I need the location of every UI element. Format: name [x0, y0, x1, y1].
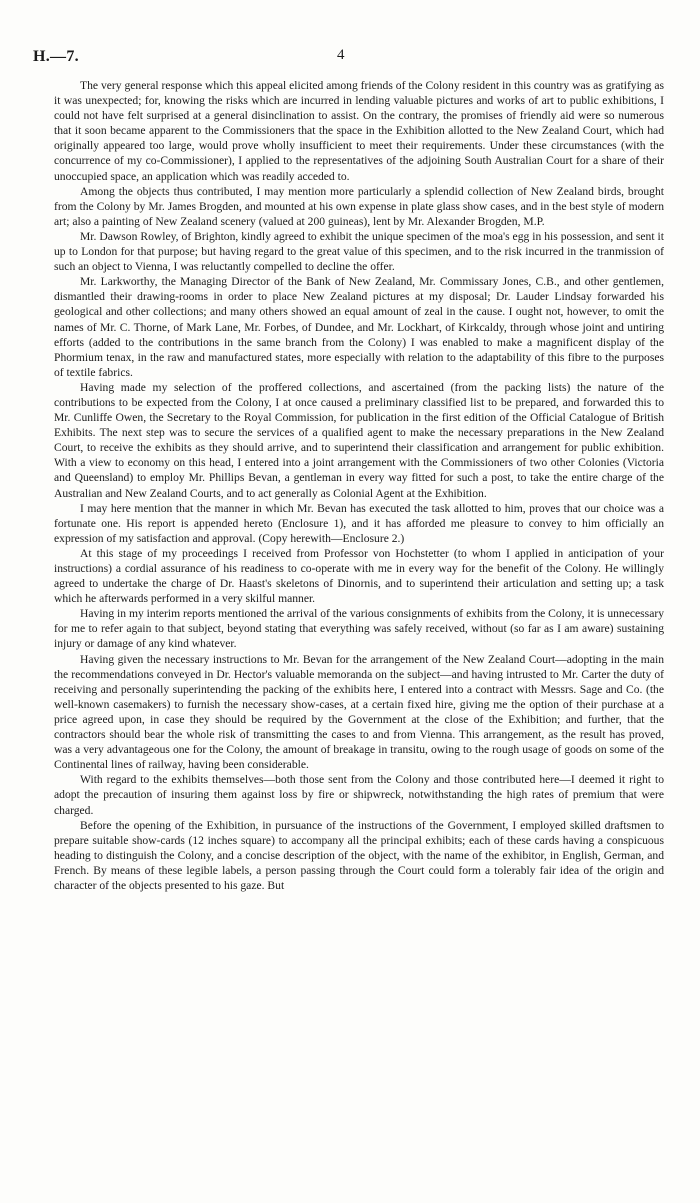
page-number: 4	[337, 47, 345, 63]
body-text	[54, 78, 664, 893]
paragraph: With regard to the exhibits themselves—both those sent from the Colony and those contributed here—I deemed it right to adopt the precaution of insuring them against loss by fire or shipwreck, notwithstanding the high rates of premium that were charged.	[54, 773, 664, 817]
document-id: H.—7.	[33, 48, 79, 65]
paragraph: Among the objects thus contributed, I may mention more particularly a splendid collection of New Zealand birds, brought from the Colony by Mr. James Brogden, and mounted at his own expense in plate glass show cases, and in the best style of modern art; also a painting of New Zealand scenery (valued at 200 guineas), lent by Mr. Alexander Brogden, M.P.	[54, 184, 664, 228]
paragraph: The very general response which this appeal elicited among friends of the Colony resident in this country was as gratifying as it was unexpected; for, knowing the risks which are incurred in lending valuable pictures and works of art to public exhibitions, I could not have felt surprised at a general disinclination to assist. On the contrary, the promises of friendly aid were so numerous that it soon became apparent to the Commissioners that the space in the Exhibition allotted to the New Zealand Court, which had originally appeared too large, would prove wholly insufficient to meet their requirements. Under these circumstances (with the concurrence of my co-Commissioner), I applied to the representatives of the adjoining South Australian Court for a share of their unoccupied space, an application which was readily acceded to.	[54, 79, 664, 183]
paragraph: Mr. Larkworthy, the Managing Director of the Bank of New Zealand, Mr. Commissary Jones, C.B., and other gentlemen, dismantled their drawing-rooms in order to place New Zealand pictures at my disposal; Dr. Lauder Lindsay forwarded his geological and other collections; and many others showed an equal amount of zeal in the cause. I ought not, however, to omit the names of Mr. C. Thorne, of Mark Lane, Mr. Forbes, of Dundee, and Mr. Lockhart, of Kirkcaldy, through whose joint and untiring efforts (added to the contributions in the same branch from the Colony) I was enabled to make a magnificent display of the Phormium tenax, in the raw and manufactured states, more especially with relation to the adaptability of this fibre to the purposes of textile fabrics.	[54, 275, 664, 379]
paragraph: Having in my interim reports mentioned the arrival of the various consignments of exhibits from the Colony, it is unnecessary for me to refer again to that subject, beyond stating that everything was safely received, without (so far as I am aware) sustaining injury or damage of any kind whatever.	[54, 607, 664, 651]
paragraph: I may here mention that the manner in which Mr. Bevan has executed the task allotted to him, proves that our choice was a fortunate one. His report is appended hereto (Enclosure 1), and it has afforded me pleasure to convey to him officially an expression of my satisfaction and approval. (Copy herewith—Enclosure 2.)	[54, 501, 664, 545]
paragraph: Mr. Dawson Rowley, of Brighton, kindly agreed to exhibit the unique specimen of the moa's egg in his possession, and sent it up to London for that purpose; but having regard to the great value of this specimen, and to the risk incurred in the tranmission of such an object to Vienna, I was reluctantly compelled to decline the offer.	[54, 229, 664, 274]
paragraph: Having given the necessary instructions to Mr. Bevan for the arrangement of the New Zealand Court—adopting in the main the recommendations conveyed in Dr. Hector's valuable memoranda on the subject—and having intrusted to Mr. Carter the duty of receiving and personally superintending the packing of the exhibits here, I entered into a contract with Messrs. Sage and Co. (the well-known casemakers) to furnish the necessary show-cases, at a certain fixed hire, giving me the option of their purchase at a price agreed upon, in case they should be required by the Government at the close of the Exhibition; and further, that the contractors should bear the whole risk of transmitting the cases to and from Vienna. This arrangement, as the result has proved, was a very advantageous one for the Colony, the amount of breakage in transitu, owing to the rough usage of goods on some of the Continental lines of railway, having been considerable.	[54, 652, 664, 772]
paragraph: At this stage of my proceedings I received from Professor von Hochstetter (to whom I applied in anticipation of your instructions) a cordial assurance of his readiness to co-operate with me in every way for the benefit of the Colony. He willingly agreed to undertake the charge of Dr. Haast's skeletons of Dinornis, and to superintend their articulation and setting up; a task which he afterwards performed in a very skilful manner.	[54, 546, 664, 606]
paragraph: Having made my selection of the proffered collections, and ascertained (from the packing lists) the nature of the contributions to be expected from the Colony, I at once caused a preliminary classified list to be prepared, and forwarded this to Mr. Cunliffe Owen, the Secretary to the Royal Commission, for publication in the first edition of the Official Catalogue of British Exhibits. The next step was to secure the services of a qualified agent to make the necessary preparations in the New Zealand Court, to receive the exhibits as they should arrive, and to superintend their classification and arrangement for public exhibition. With a view to economy on this head, I entered into a joint arrangement with the Commissioners of two other Colonies (Victoria and Queensland) to employ Mr. Phillips Bevan, a gentleman in every way fitted for such a post, to take the entire charge of the Australian and New Zealand Courts, and to act generally as Colonial Agent at the Exhibition.	[54, 380, 664, 500]
paragraph: Before the opening of the Exhibition, in pursuance of the instructions of the Government, I employed skilled draftsmen to prepare suitable show-cards (12 inches square) to accompany all the principal exhibits; each of these cards having a conspicuous heading to distinguish the Colony, and a concise description of the object, with the name of the exhibitor, in English, German, and French. By means of these legible labels, a person passing through the Court could form a tolerably fair idea of the origin and character of the objects presented to his gaze. But	[54, 818, 664, 892]
